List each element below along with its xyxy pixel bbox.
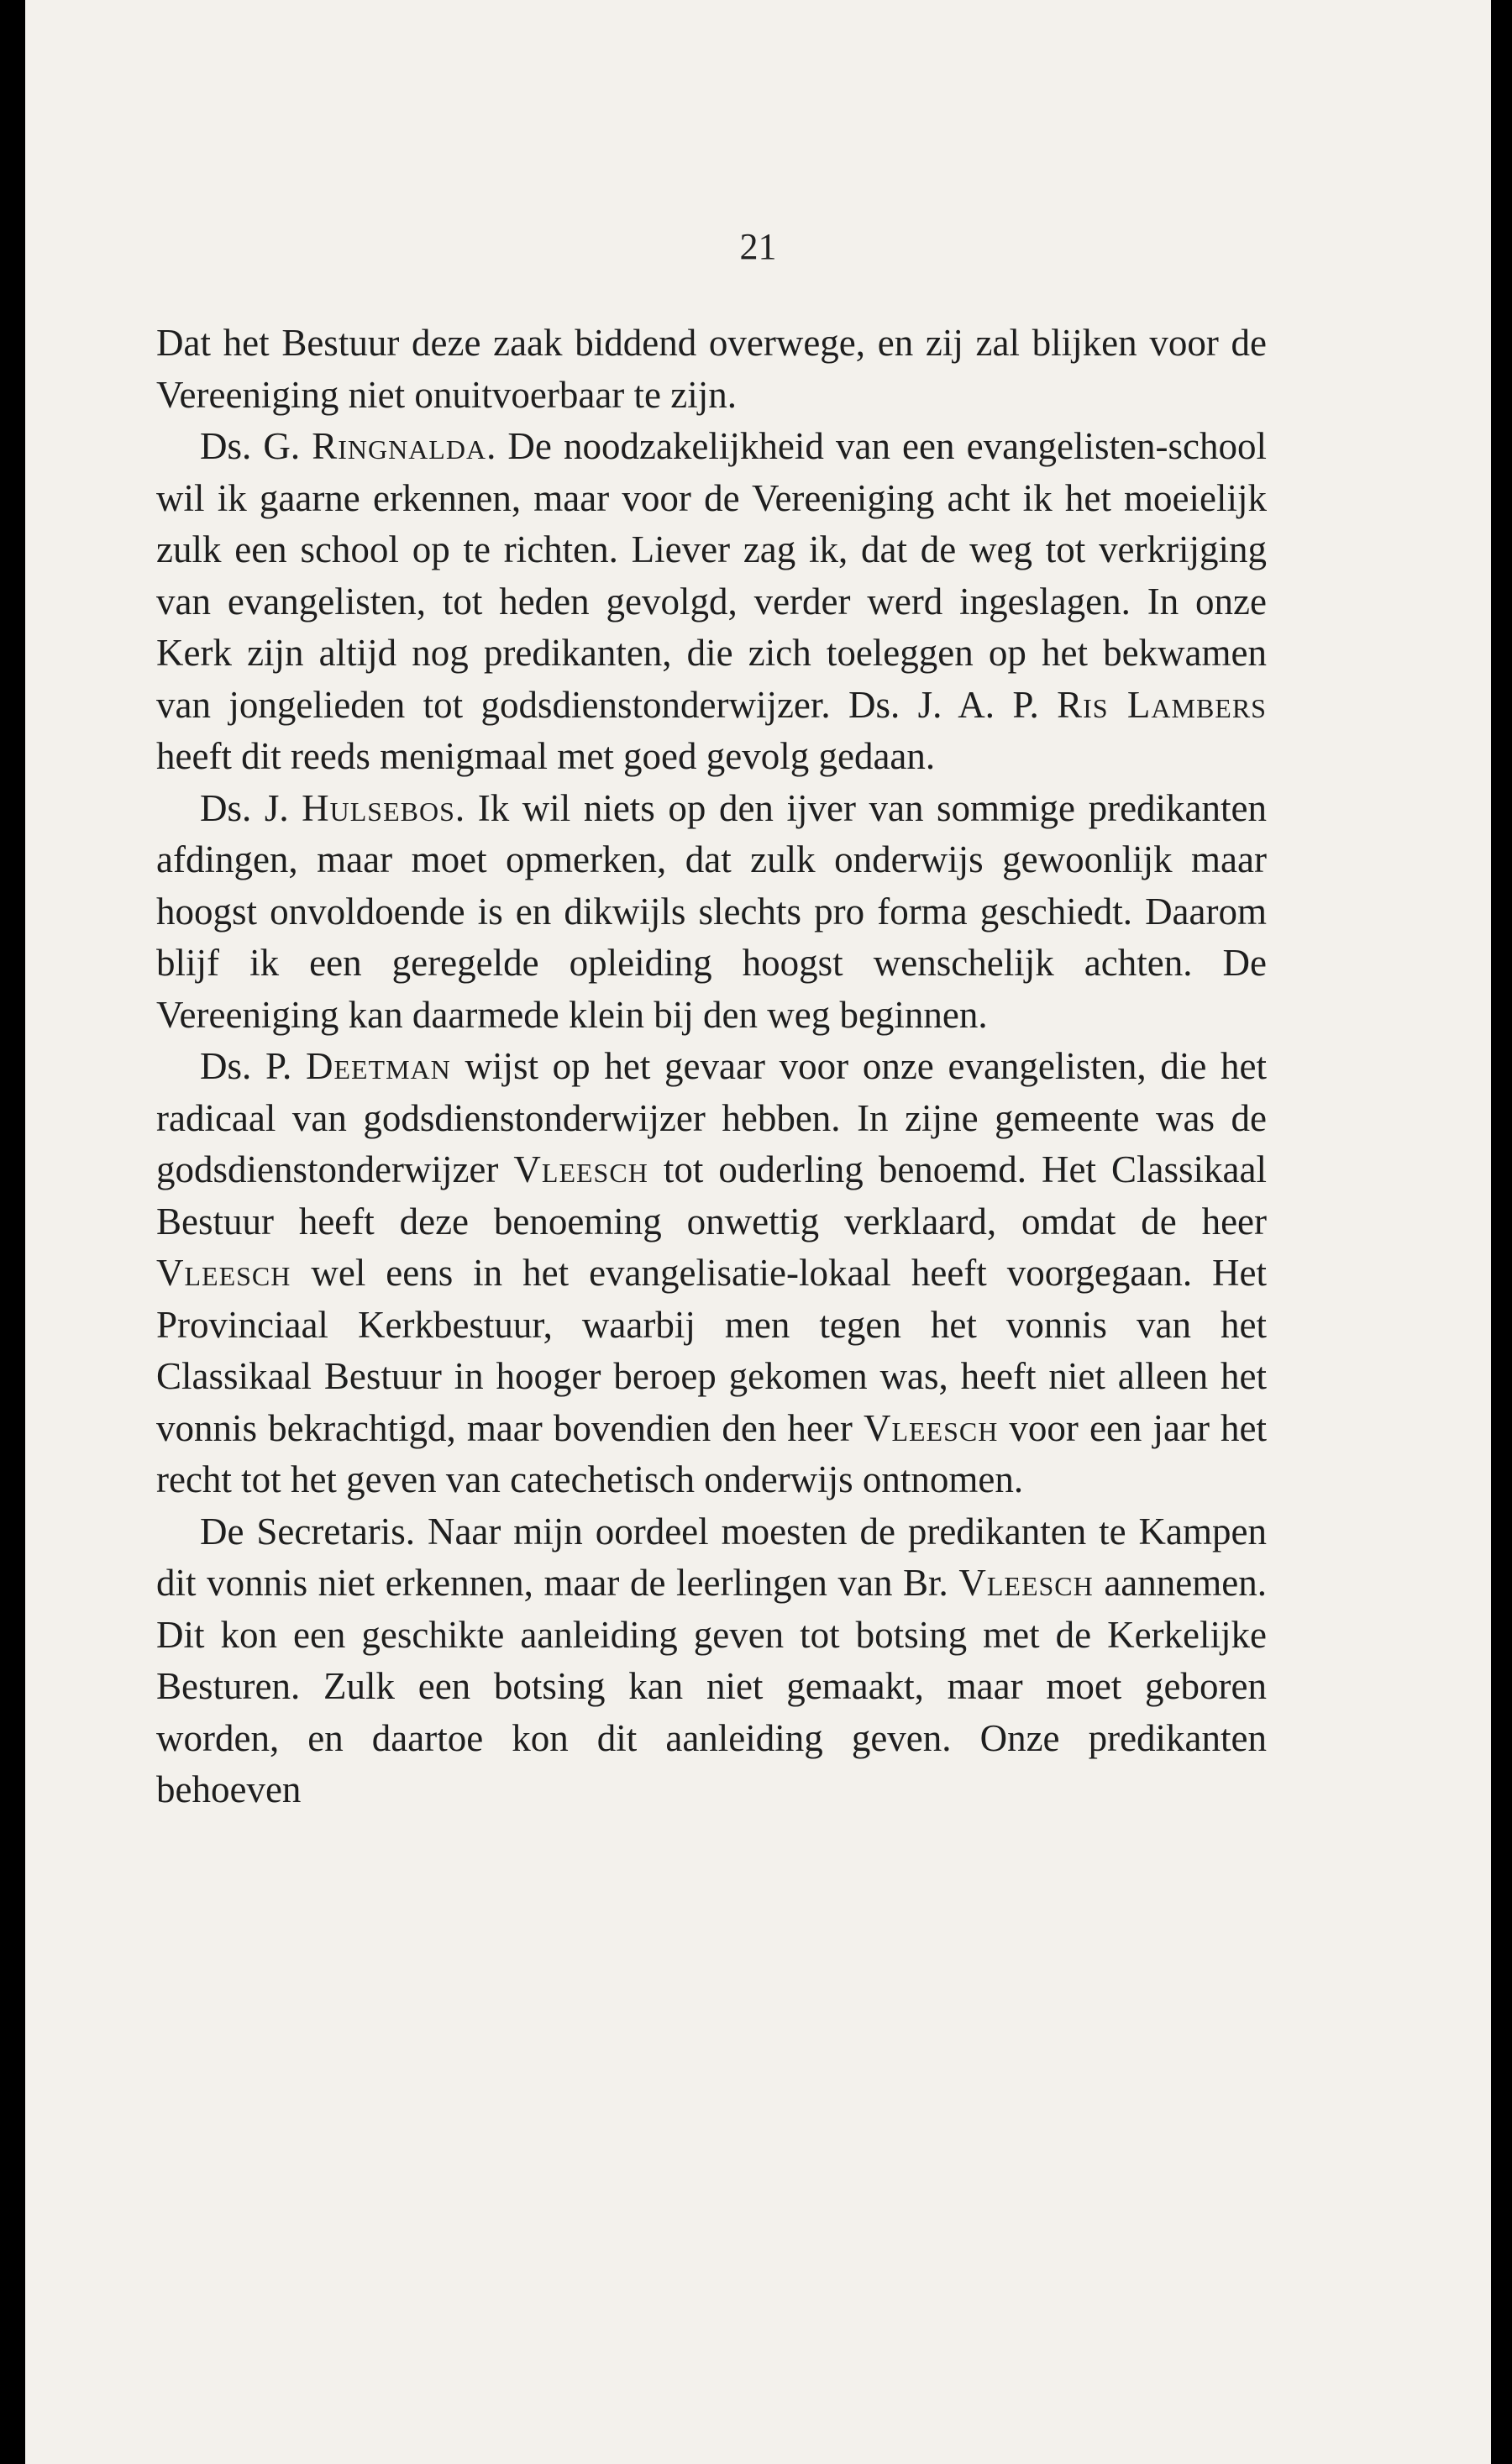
speaker-name: Ringnalda [312,425,487,467]
text-segment: tot ouderling benoemd. Het Classikaal Bestuur heeft deze benoeming onwettig verklaard, omdat de heer [156,1148,1267,1243]
paragraph [156,318,1267,421]
text-segment: Ds. J. [200,786,302,829]
speaker-name: Vleesch [958,1562,1094,1604]
paragraph [156,421,1267,783]
text-segment: Ds. P. [200,1045,306,1087]
paragraph [156,1506,1267,1816]
text-segment: . De noodzakelijkheid van een evangelisten-school wil ik gaarne erkennen, maar voor de Vereeniging acht ik het moeielijk zulk een school op te richten. Liever zag ik, dat de weg tot verkrijging van evangelisten, tot heden gevolgd, verder werd ingeslagen. In onze Kerk zijn altijd nog predikanten, die zich toeleggen op het bekwamen van jongelieden tot godsdienstonderwijzer. Ds. J. A. P. [156,425,1267,726]
speaker-name: Deetman [305,1045,451,1087]
book-page [25,0,1491,2464]
body-text [156,318,1267,1816]
speaker-name: Hulsebos [302,786,455,829]
text-segment: Dat het Bestuur deze zaak biddend overwege, en zij zal blijken voor de Vereeniging niet onuitvoerbaar te zijn. [156,322,1267,416]
speaker-name: Ris Lambers [1057,683,1267,726]
text-segment: De Secretaris. Naar mijn oordeel moesten de predikanten te Kampen dit vonnis niet erkennen, maar de leerlingen van Br. [156,1510,1267,1604]
speaker-name: Vleesch [156,1252,291,1294]
speaker-name: Vleesch [513,1148,648,1190]
text-segment: aannemen. Dit kon een geschikte aanleiding geven tot botsing met de Kerkelijke Besturen. Zulk een botsing kan niet gemaakt, maar moet geboren worden, en daartoe kon dit aanleiding geven. Onze predikanten behoeven [156,1562,1267,1810]
text-segment: voor een jaar het recht tot het geven van catechetisch onderwijs ontnomen. [156,1406,1268,1500]
paragraph [156,783,1267,1042]
text-segment: wijst op het gevaar voor onze evangelisten, die het radicaal van godsdienstonderwijzer hebben. In zijne gemeente was de godsdienstonderwijzer [156,1045,1267,1190]
text-segment: . Ik wil niets op den ijver van sommige predikanten afdingen, maar moet opmerken, dat zulk onderwijs gewoonlijk maar hoogst onvoldoende is en dikwijls slechts pro forma geschiedt. Daarom blijf ik een geregelde opleiding hoogst wenschelijk achten. De Vereeniging kan daarmede klein bij den weg beginnen. [156,786,1267,1036]
text-segment: heeft dit reeds menigmaal met goed gevolg gedaan. [156,735,936,777]
text-segment: Ds. G. [200,425,312,467]
text-segment: wel eens in het evangelisatie-lokaal heeft voorgegaan. Het Provinciaal Kerkbestuur, waarbij men tegen het vonnis van het Classikaal Bestuur in hooger beroep gekomen was, heeft niet alleen het vonnis bekrachtigd, maar bovendien den heer [156,1252,1267,1449]
page-number: 21 [739,226,777,267]
paragraph [156,1041,1267,1506]
speaker-name: Vleesch [863,1406,999,1449]
